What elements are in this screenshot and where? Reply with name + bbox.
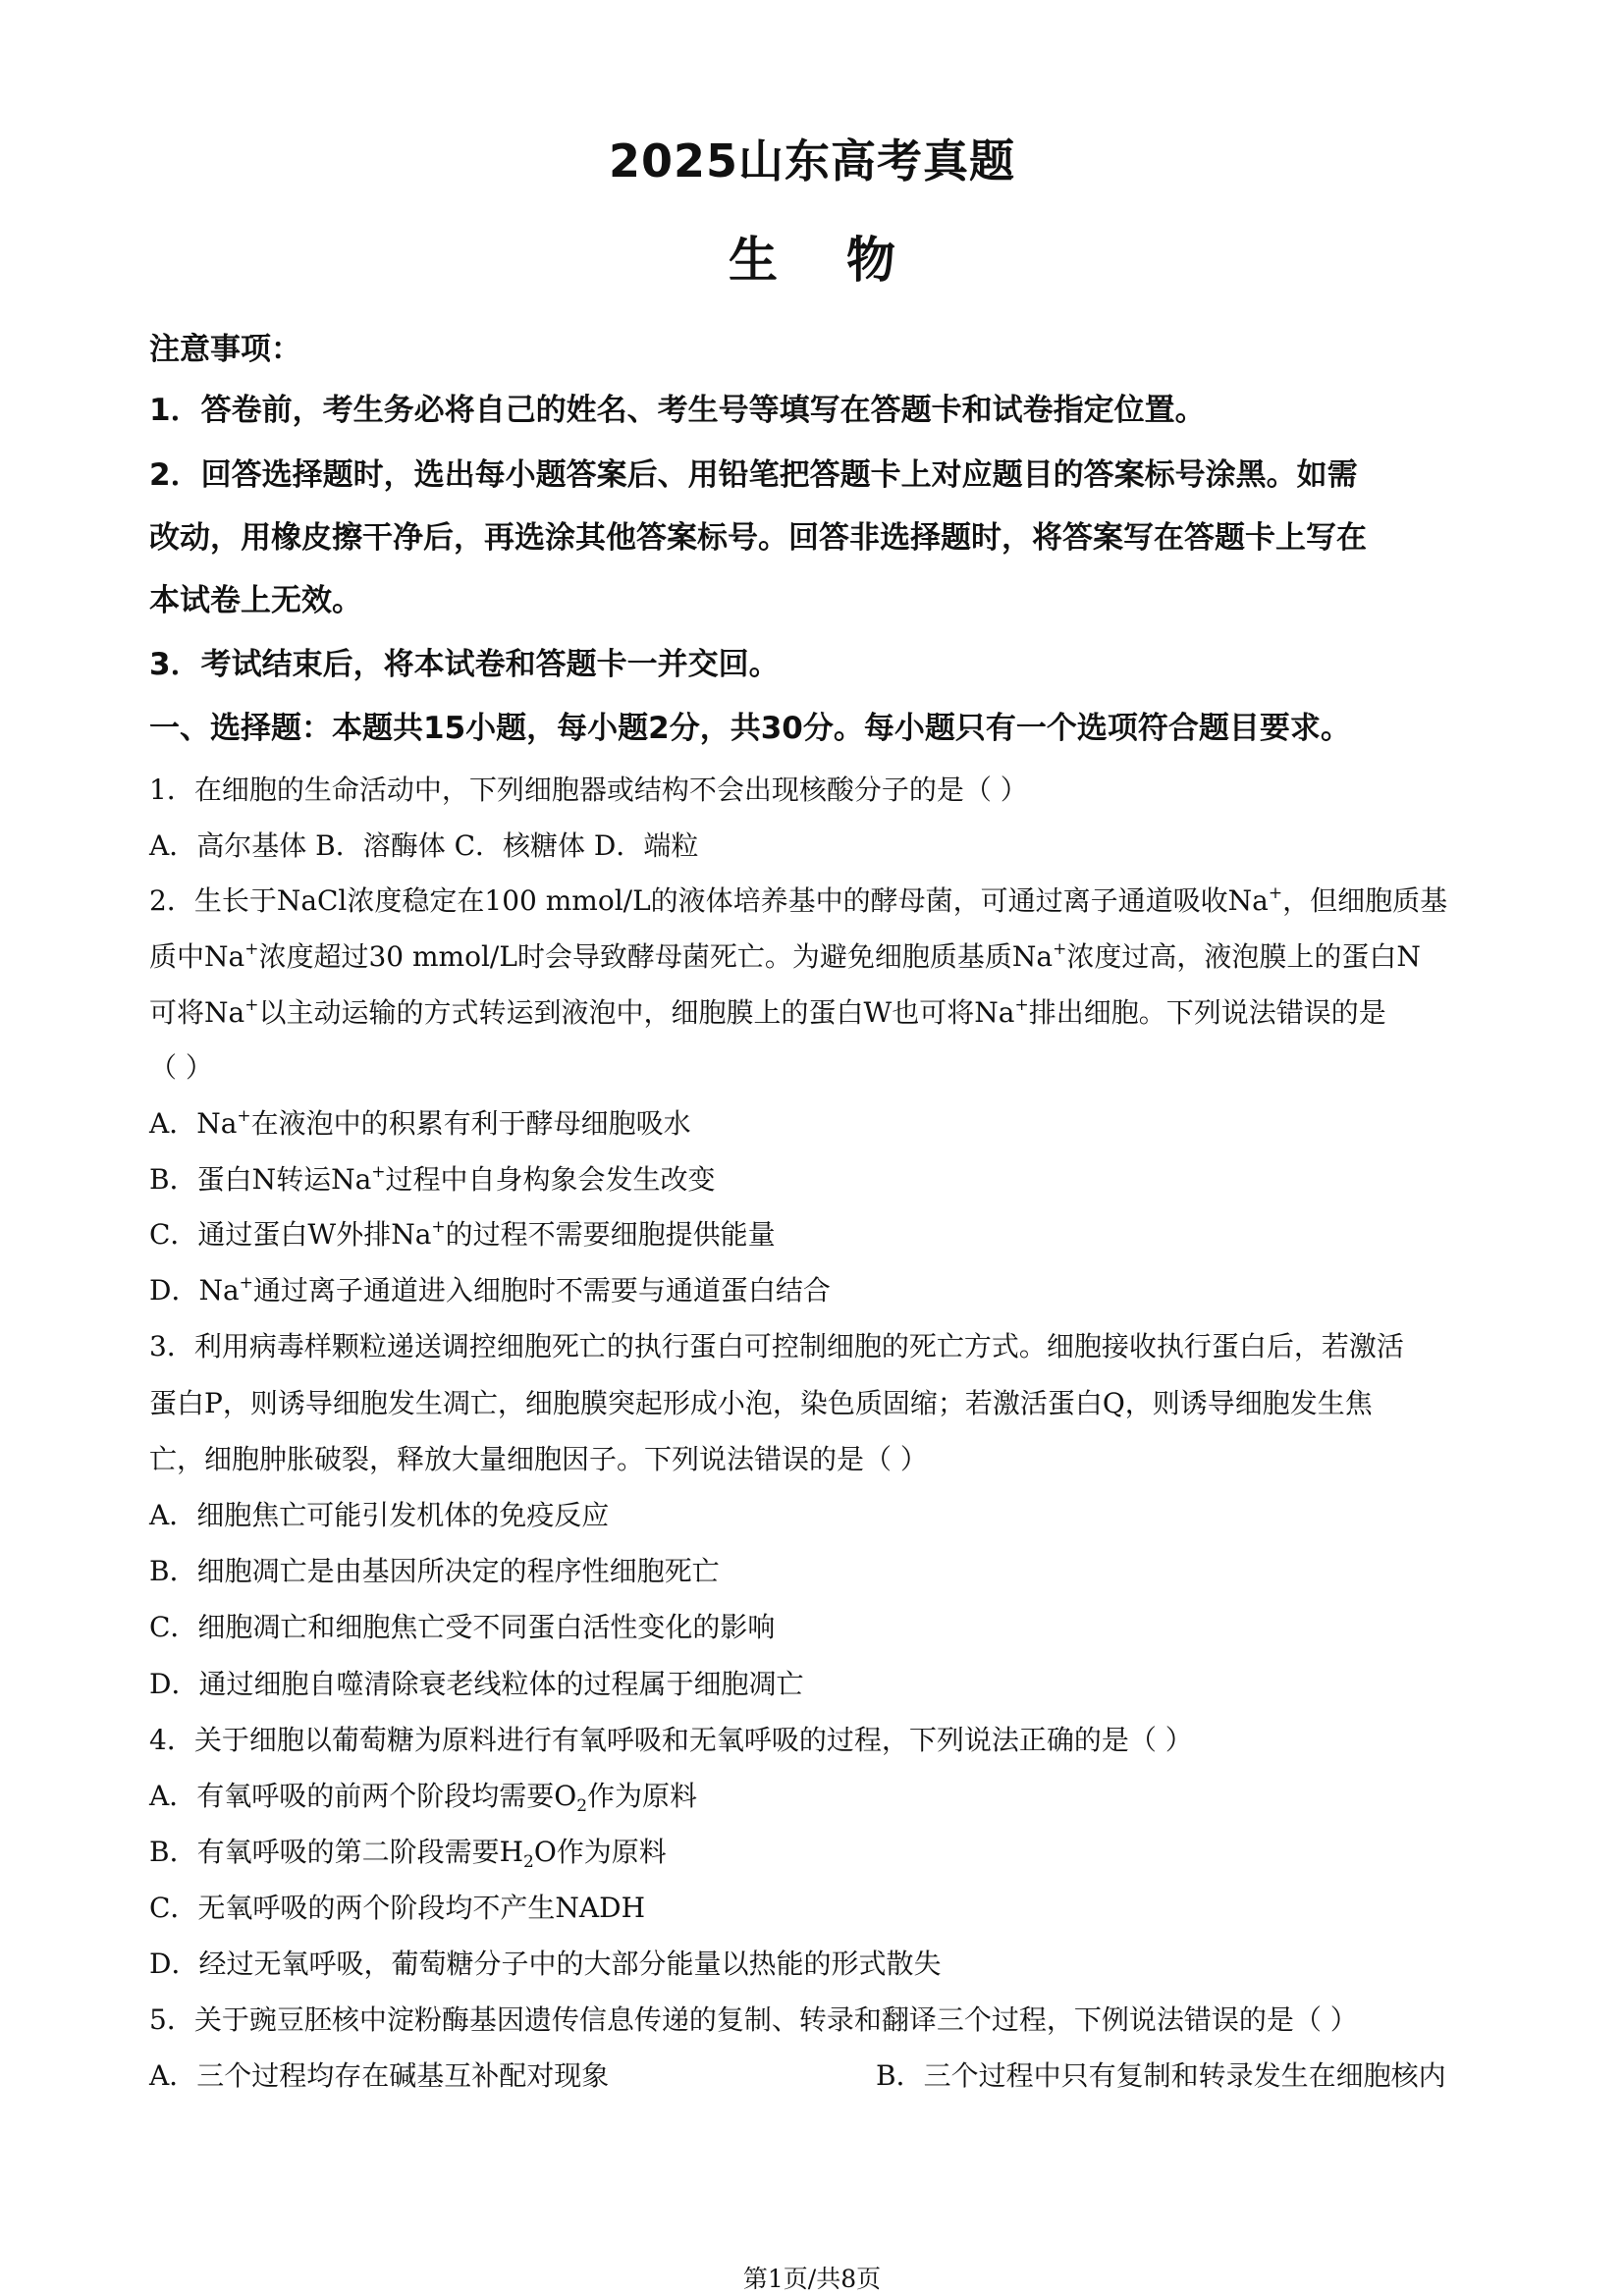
question-4-option-a: A．有氧呼吸的前两个阶段均需要$O_2$作为原料 [149,1780,698,1816]
question-1-options: A．高尔基体 B．溶酶体 C．核糖体 D．端粒 [149,829,699,862]
question-2-line-2: 质中Na+浓度超过30 mmol/L时会导致酵母菌死亡。为避免细胞质基质Na+浓度过高，液泡膜上的蛋白N [149,939,1421,973]
question-2-line-4: （ ） [149,1051,213,1084]
question-2-option-d: D．Na+通过离子通道进入细胞时不需要与通道蛋白结合 [149,1273,831,1307]
question-3-line-3: 亡，细胞肿胀破裂，释放大量细胞因子。下列说法错误的是（ ） [149,1443,928,1475]
question-4-option-c: C．无氧呼吸的两个阶段均不产生NADH [149,1892,646,1924]
question-3-line-1: 3．利用病毒样颗粒递送调控细胞死亡的执行蛋白可控制细胞的死亡方式。细胞接收执行蛋白后，若激活 [149,1330,1404,1362]
notice-item-2-line-1: 2．回答选择题时，选出每小题答案后、用铅笔把答题卡上对应题目的答案标号涂黑。如需 [149,457,1358,493]
question-3-option-a: A．细胞焦亡可能引发机体的免疫反应 [149,1499,610,1531]
question-3-option-d: D．通过细胞自噬清除衰老线粒体的过程属于细胞凋亡 [149,1668,804,1700]
subject-title: 生物 [729,232,964,289]
question-3-option-c: C．细胞凋亡和细胞焦亡受不同蛋白活性变化的影响 [149,1611,776,1643]
question-1-stem: 1．在细胞的生命活动中，下列细胞器或结构不会出现核酸分子的是（ ） [149,774,1028,806]
notice-item-2-line-2: 改动，用橡皮擦干净后，再选涂其他答案标号。回答非选择题时，将答案写在答题卡上写在 [149,520,1367,556]
question-2-line-1: 2．生长于NaCl浓度稳定在100 mmol/L的液体培养基中的酵母菌，可通过离子通道吸收Na+，但细胞质基 [149,883,1448,917]
question-4-option-b: B．有氧呼吸的第二阶段需要$H_2O$作为原料 [149,1836,667,1872]
question-3-line-2: 蛋白P，则诱导细胞发生凋亡，细胞膜突起形成小泡，染色质固缩；若激活蛋白Q，则诱导细胞发生焦 [149,1387,1373,1419]
question-2-line-3: 可将Na+以主动运输的方式转运到液泡中，细胞膜上的蛋白W也可将Na+排出细胞。下列说法错误的是 [149,995,1386,1029]
question-5-stem: 5．关于豌豆胚核中淀粉酶基因遗传信息传递的复制、转录和翻译三个过程，下例说法错误的是（ ） [149,2003,1358,2036]
question-4-stem: 4．关于细胞以葡萄糖为原料进行有氧呼吸和无氧呼吸的过程，下列说法正确的是（ ） [149,1724,1193,1756]
notice-item-3: 3．考试结束后，将本试卷和答题卡一并交回。 [149,647,780,682]
question-2-option-c: C．通过蛋白W外排Na+的过程不需要细胞提供能量 [149,1217,776,1251]
notice-heading: 注意事项： [149,332,301,367]
section-1-heading: 一、选择题：本题共15小题，每小题2分，共30分。每小题只有一个选项符合题目要求。 [149,711,1351,746]
question-5-options-row [149,2055,1485,2094]
question-2-option-a: A．Na+在液泡中的积累有利于酵母细胞吸水 [149,1106,691,1140]
page-number: 第1页/共8页 [742,2265,882,2293]
page-title: 2025山东高考真题 [608,134,1016,187]
question-2-option-b: B．蛋白N转运Na+过程中自身构象会发生改变 [149,1162,716,1196]
question-3-option-b: B．细胞凋亡是由基因所决定的程序性细胞死亡 [149,1555,720,1587]
question-4-option-d: D．经过无氧呼吸，葡萄糖分子中的大部分能量以热能的形式散失 [149,1948,942,1980]
notice-item-2-line-3: 本试卷上无效。 [149,583,362,618]
question-5-option-a: A．三个过程均存在碱基互补配对现象 [149,2059,610,2092]
question-5-option-b: B．三个过程中只有复制和转录发生在细胞核内 [876,2059,1446,2092]
notice-item-1: 1．答卷前，考生务必将自己的姓名、考生号等填写在答题卡和试卷指定位置。 [149,393,1206,428]
